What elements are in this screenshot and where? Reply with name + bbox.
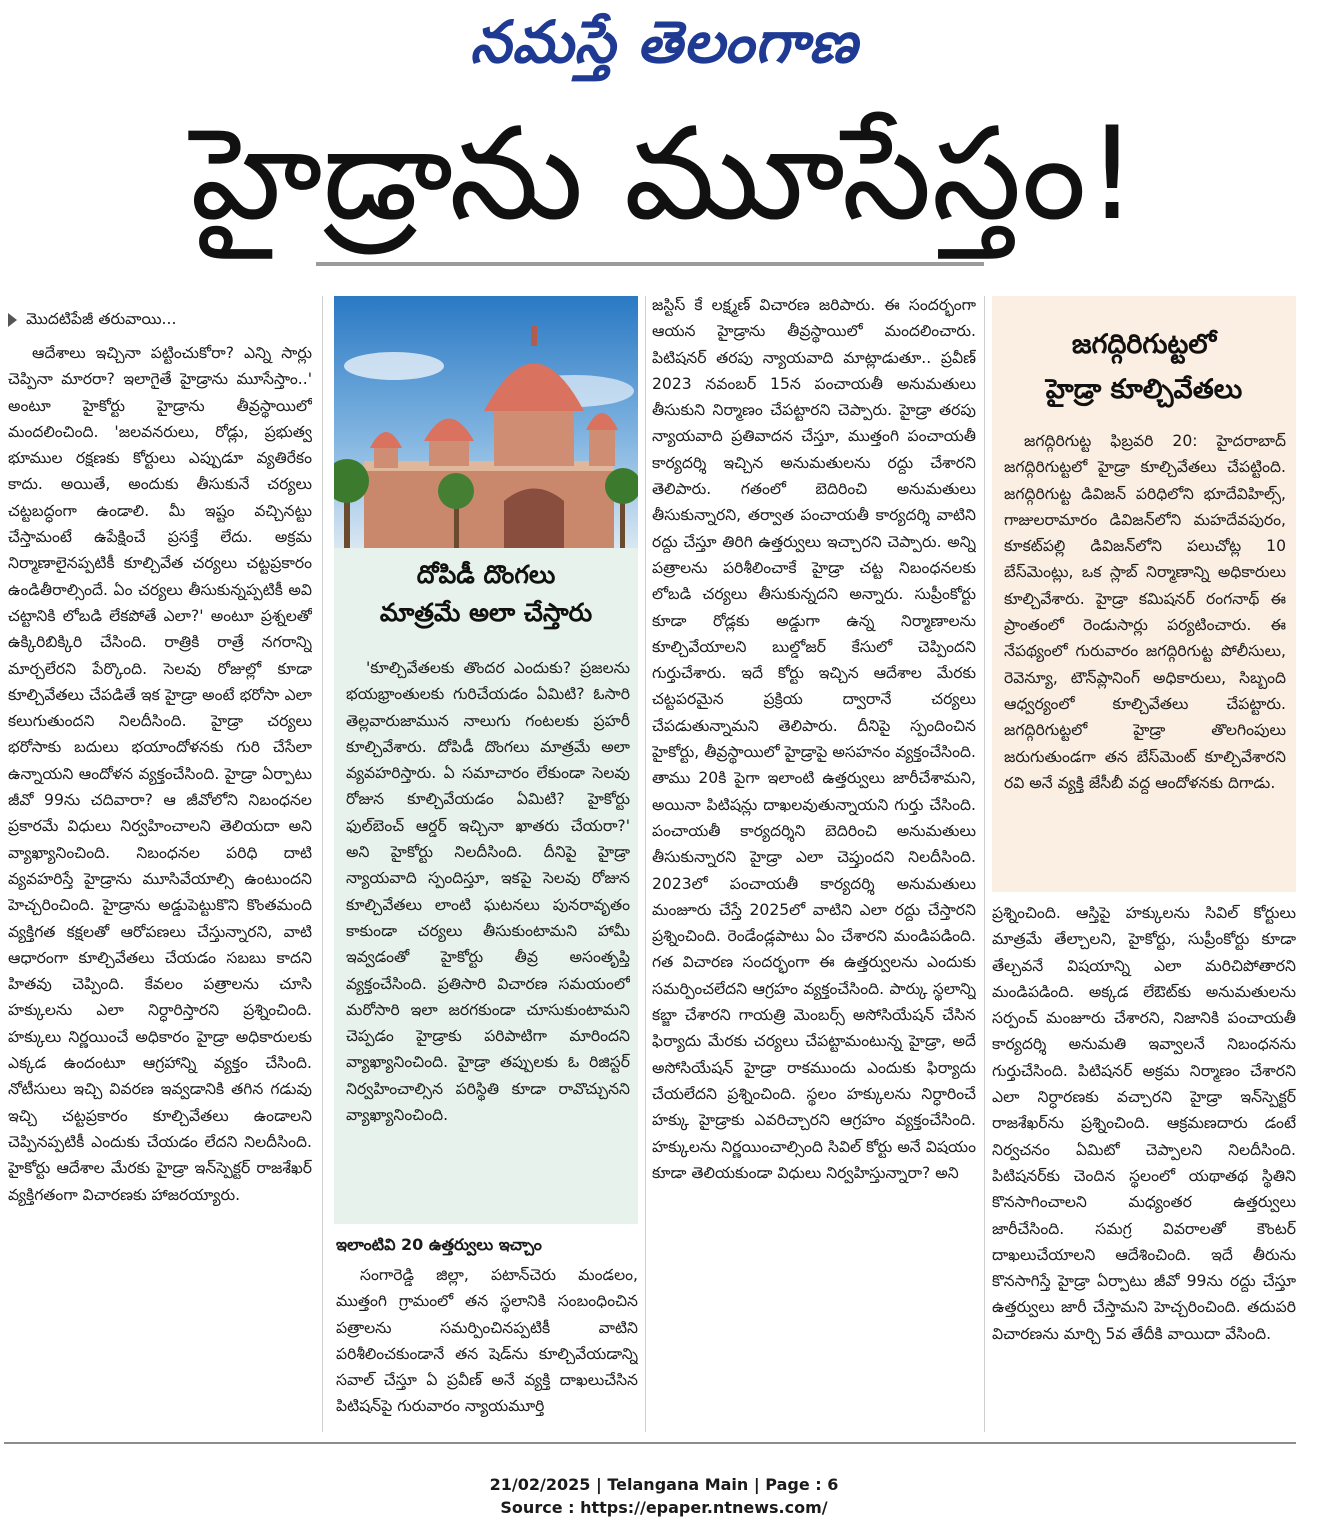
page-info: 21/02/2025 | Telangana Main | Page : 6 [489, 1475, 839, 1494]
main-headline: హైడ్రాను మూసేస్తం! [190, 100, 1138, 249]
box-title-line: హైడ్రా కూల్చివేతలు [1045, 374, 1243, 405]
sidebar-box-green-title [334, 556, 638, 646]
article-column-4 [992, 900, 1296, 1432]
subheading: ఇలాంటివి 20 ఉత్తర్వులు ఇచ్చాం [336, 1235, 542, 1254]
continuation-label: మొదటిపేజీ తరువాయి... [26, 310, 177, 328]
box-title-line: జగద్గిరిగుట్టలో [1071, 329, 1217, 360]
source-link[interactable]: Source : https://epaper.ntnews.com/ [500, 1498, 828, 1517]
high-court-building-illustration [334, 296, 638, 548]
column-divider [322, 296, 323, 1432]
sidebar-box-peach-title [992, 322, 1296, 414]
article-paragraph: ఆదేశాలు ఇచ్చినా పట్టించుకోరా? ఎన్ని సార్లు చెప్పినా మారరా? ఇలాగైతే హైడ్రాను మూసేస్తాం..' అంటూ హైకోర్టు హైడ్రాను తీవ్రస్థాయిలో మందలించింది. 'జలవనరులు, రోడ్లు, ప్రభుత్వ భూముల రక్షణకు కోర్టులు ఎప్పుడూ వ్యతిరేకం కాదు. అయితే, అందుకు తీసుకునే చర్యలు చట్టబద్ధంగా ఉండాలి. మీ ఇష్టం వచ్చినట్టు చేస్తామంటే ఉపేక్షించే ప్రసక్తే లేదు. అక్రమ నిర్మాణాలైనప్పటికీ కూల్చివేత చర్యలు చట్టప్రకారం ఉండితీరాల్సిందే. ఏం చర్యలు తీసుకున్నప్పటికీ అవి చట్టానికి లోబడి లేకపోతే ఎలా?' అంటూ ప్రశ్నలతో ఉక్కిరిబిక్కిరి చేసింది. రాత్రికి రాత్రే నగరాన్ని మార్చలేరని పేర్కొంది. సెలవు రోజుల్లో కూడా కూల్చివేతలు చేపడితే ఇక హైడ్రా అంటే భరోసా ఎలా కలుగుతుందని నిలదీసింది. హైడ్రా చర్యలు భరోసాకు బదులు భయాందోళనకు గురి చేసేలా ఉన్నాయని ఆందోళన వ్యక్తంచేసింది. హైడ్రా ఏర్పాటు జీవో 99ను చదివారా? ఆ జీవోలోని నిబంధనల ప్రకారమే విధులు నిర్వహించాలని తెలియదా అని వ్యాఖ్యానించింది. నిబంధనల పరిధి దాటి వ్యవహరిస్తే హైడ్రాను మూసివేయాల్సి ఉంటుందని హెచ్చరించింది. హైడ్రాను అడ్డుపెట్టుకొని కొంతమంది వ్యక్తిగత కక్షలతో ఆరోపణలు చేస్తున్నారని, వాటి ఆధారంగా కూల్చివేతలు చేయడం సబబు కాదని హితవు చెప్పింది. కేవలం పత్రాలను చూసి హక్కులను ఎలా నిర్ధారిస్తారని ప్రశ్నించింది. హక్కులు నిర్ణయించే అధికారం హైడ్రా అధికారులకు ఎక్కడ ఉందంటూ ఆగ్రహాన్ని వ్యక్తం చేసింది. నోటీసులు ఇచ్చి వివరణ ఇవ్వడానికి తగిన గడువు ఇచ్చి చట్టప్రకారం కూల్చివేతలు ఉండాలని చెప్పినప్పటికీ ఎందుకు చేయడం లేదని నిలదీసింది. హైకోర్టు ఆదేశాల మేరకు హైడ్రా ఇన్‌స్పెక్టర్ రాజశేఖర్ వ్యక్తిగతంగా విచారణకు హాజరయ్యారు. [8, 344, 312, 1204]
sidebar-box-green-body [346, 655, 630, 1221]
column-divider [984, 296, 985, 1432]
column-divider [645, 296, 646, 1432]
sidebar-box-peach-body [1004, 428, 1286, 888]
high-court-photo [334, 296, 638, 548]
box-paragraph: జగద్గిరిగుట్ట ఫిబ్రవరి 20: హైదరాబాద్ జగద్గిరిగుట్టలో హైడ్రా కూల్చివేతలు చేపట్టింది. జగద్గిరిగుట్ట డివిజన్ పరిధిలోని భూదేవిహిల్స్, గాజులరామారం డివిజన్‌లోని మహదేవపురం, కూకట్‌పల్లి డివిజన్‌లోని పలుచోట్ల 10 బేస్‌మెంట్లు, ఒక స్లాబ్ నిర్మాణాన్ని అధికారులు కూల్చివేశారు. హైడ్రా కమిషనర్ రంగనాథ్ ఈ ప్రాంతంలో రెండుసార్లు పర్యటించారు. ఈ నేపథ్యంలో గురువారం జగద్గిరిగుట్ట పోలీసులు, రెవెన్యూ, టౌన్‌ప్లానింగ్ అధికారులు, సిబ్బంది ఆధ్వర్యంలో కూల్చివేతలు చేపట్టారు. జగద్గిరిగుట్టలో హైడ్రా తొలగింపులు జరుగుతుండగా తన బేస్‌మెంట్ కూల్చివేశారని రవి అనే వ్యక్తి జేసీబీ వద్ద ఆందోళనకు దిగాడు. [1004, 432, 1286, 792]
article-paragraph: సంగారెడ్డి జిల్లా, పటాన్‌చెరు మండలం, ముత్తంగి గ్రామంలో తన స్థలానికి సంబంధించిన పత్రాలను సమర్పించినప్పటికీ వాటిని పరిశీలించకుండానే తన షెడ్‌ను కూల్చివేయడాన్ని సవాల్ చేస్తూ ఏ ప్రవీణ్ అనే వ్యక్తి దాఖలుచేసిన పిటిషన్‌పై గురువారం న్యాయమూర్తి [336, 1266, 638, 1416]
box-title-line: మాత్రమే అలా చేస్తారు [379, 598, 593, 627]
chevron-right-icon [8, 311, 18, 327]
bottom-rule [4, 1442, 1296, 1444]
article-paragraph: జస్టిస్ కే లక్ష్మణ్ విచారణ జరిపారు. ఈ సందర్భంగా ఆయన హైడ్రాను తీవ్రస్థాయిలో మందలించారు. పిటిషనర్ తరపు న్యాయవాది మాట్లాడుతూ.. ప్రవీణ్ 2023 నవంబర్ 15న పంచాయతీ అనుమతులు తీసుకుని నిర్మాణం చేపట్టారని చెప్పారు. హైడ్రా తరపు న్యాయవాది ప్రతివాదన చేస్తూ, ముత్తంగి పంచాయతీ కార్యదర్శి ఇచ్చిన అనుమతులను రద్దు చేశారని తెలిపారు. గతంలో బెదిరించి అనుమతులు తీసుకున్నారని, తర్వాత పంచాయతీ కార్యదర్శి వాటిని రద్దు చేస్తూ తిరిగి ఉత్తర్వులు ఇచ్చారని చెప్పారు. అన్ని పత్రాలను పరిశీలించాకే హైడ్రా చట్ట నిబంధనలకు లోబడి చర్యలు తీసుకున్నదని అన్నారు. సుప్రీంకోర్టు కూడా రోడ్లకు అడ్డుగా ఉన్న నిర్మాణాలను కూల్చివేయాలని బుల్డోజర్ కేసులో చెప్పిందని గుర్తుచేశారు. ఇదే కోర్టు ఇచ్చిన ఆదేశాల మేరకు చట్టపరమైన ప్రక్రియ ద్వారానే చర్యలు చేపడుతున్నామని తెలిపారు. దీనిపై స్పందించిన హైకోర్టు, తీవ్రస్థాయిలో హైడ్రాపై అసహనం వ్యక్తంచేసింది. తాము 20కి పైగా ఇలాంటి ఉత్తర్వులు జారీచేశామని, అయినా పిటిషన్లు దాఖలవుతున్నాయని గుర్తు చేసింది. పంచాయతీ కార్యదర్శిని బెదిరించి అనుమతులు తీసుకున్నారని హైడ్రా ఎలా చెప్తుందని నిలదీసింది. 2023లో పంచాయతీ కార్యదర్శి అనుమతులు మంజూరు చేస్తే 2025లో వాటిని ఎలా రద్దు చేస్తారని ప్రశ్నించింది. రెండేండ్లపాటు ఏం చేశారని మండిపడింది. గత విచారణ సందర్భంగా ఈ ఉత్తర్వులను ఎందుకు సమర్పించలేదని ఆగ్రహం వ్యక్తంచేసింది. పార్కు స్థలాన్ని కబ్జా చేశారని గాయత్రి మెంబర్స్ అసోసియేషన్ చేసిన ఫిర్యాదు మేరకు చర్యలు చేపట్టామంటున్న హైడ్రా, అదే అసోసియేషన్ హైడ్రా రాకముందు ఎందుకు ఫిర్యాదు చేయలేదని ప్రశ్నించింది. స్థలం హక్కులను నిర్ధారించే హక్కు హైడ్రాకు ఎవరిచ్చారని ఆగ్రహం వ్యక్తంచేసింది. హక్కులను నిర్ణయించాల్సింది సివిల్ కోర్టు అనే విషయం కూడా తెలియకుండా విధులు నిర్వహిస్తున్నారా? అని [652, 296, 976, 1182]
article-column-3 [652, 292, 976, 1432]
box-paragraph: 'కూల్చివేతలకు తొందర ఎందుకు? ప్రజలను భయభ్రాంతులకు గురిచేయడం ఏమిటి? ఓసారి తెల్లవారుజామున నాలుగు గంటలకు ప్రహరీ కూల్చివేశారు. దోపిడీ దొంగలు మాత్రమే అలా వ్యవహరిస్తారు. ఏ సమాచారం లేకుండా సెలవు రోజున కూల్చివేయడం ఏమిటి? హైకోర్టు ఫుల్‌బెంచ్ ఆర్డర్ ఇచ్చినా ఖాతరు చేయరా?' అని హైకోర్టు నిలదీసింది. దీనిపై హైడ్రా న్యాయవాది స్పందిస్తూ, ఇకపై సెలవు రోజున కూల్చివేతలు లాంటి ఘటనలు పునరావృతం కాకుండా చర్యలు తీసుకుంటామని హామీ ఇవ్వడంతో హైకోర్టు తీవ్ర అసంతృప్తి వ్యక్తంచేసింది. ప్రతిసారి విచారణ సమయంలో మరోసారి ఇలా జరగకుండా చూసుకుంటామని చెప్పడం హైడ్రాకు పరిపాటిగా మారిందని వ్యాఖ్యానించింది. హైడ్రా తప్పులకు ఓ రిజిస్టర్ నిర్వహించాల్సిన పరిస్థితి కూడా రావొచ్చునని వ్యాఖ్యానించింది. [346, 659, 630, 1125]
article-column-1 [8, 340, 312, 1428]
article-paragraph: ప్రశ్నించింది. ఆస్తిపై హక్కులను సివిల్ కోర్టులు మాత్రమే తేల్చాలని, హైకోర్టు, సుప్రీంకోర్టు కూడా తేల్చవనే విషయాన్ని ఎలా మరిచిపోతారని మండిపడింది. అక్కడ లేఔట్‌కు అనుమతులను సర్పంచ్ మంజూరు చేశారని, నిజానికి పంచాయతీ కార్యదర్శి అనుమతి ఇవ్వాలనే నిబంధనను గుర్తుచేసింది. పిటిషనర్ అక్రమ నిర్మాణం చేశారని ఎలా నిర్ధారణకు వచ్చారని హైడ్రా ఇన్‌స్పెక్టర్ రాజశేఖర్‌ను ప్రశ్నించింది. ఆక్రమణదారు డంటే నిర్వచనం ఏమిటో చెప్పాలని నిలదీసింది. పిటిషనర్‌కు చెందిన స్థలంలో యథాతథ స్థితిని కొనసాగించాలని మధ్యంతర ఉత్తర్వులు జారీచేసింది. సమగ్ర వివరాలతో కౌంటర్ దాఖలుచేయాలని ఆదేశించింది. ఇదే తీరును కొనసాగిస్తే హైడ్రా ఏర్పాటు జీవో 99ను రద్దు చేస్తూ ఉత్తర్వులు జారీ చేస్తామని హెచ్చరించింది. తదుపరి విచారణను మార్చి 5వ తేదీకి వాయిదా వేసింది. [992, 904, 1296, 1343]
article-column-2 [336, 1262, 638, 1432]
newspaper-masthead: నమస్తే తెలంగాణ [470, 8, 858, 76]
headline-rule [316, 262, 984, 266]
continuation-line [8, 308, 312, 330]
box-title-line: దోపిడీ దొంగలు [416, 560, 556, 589]
